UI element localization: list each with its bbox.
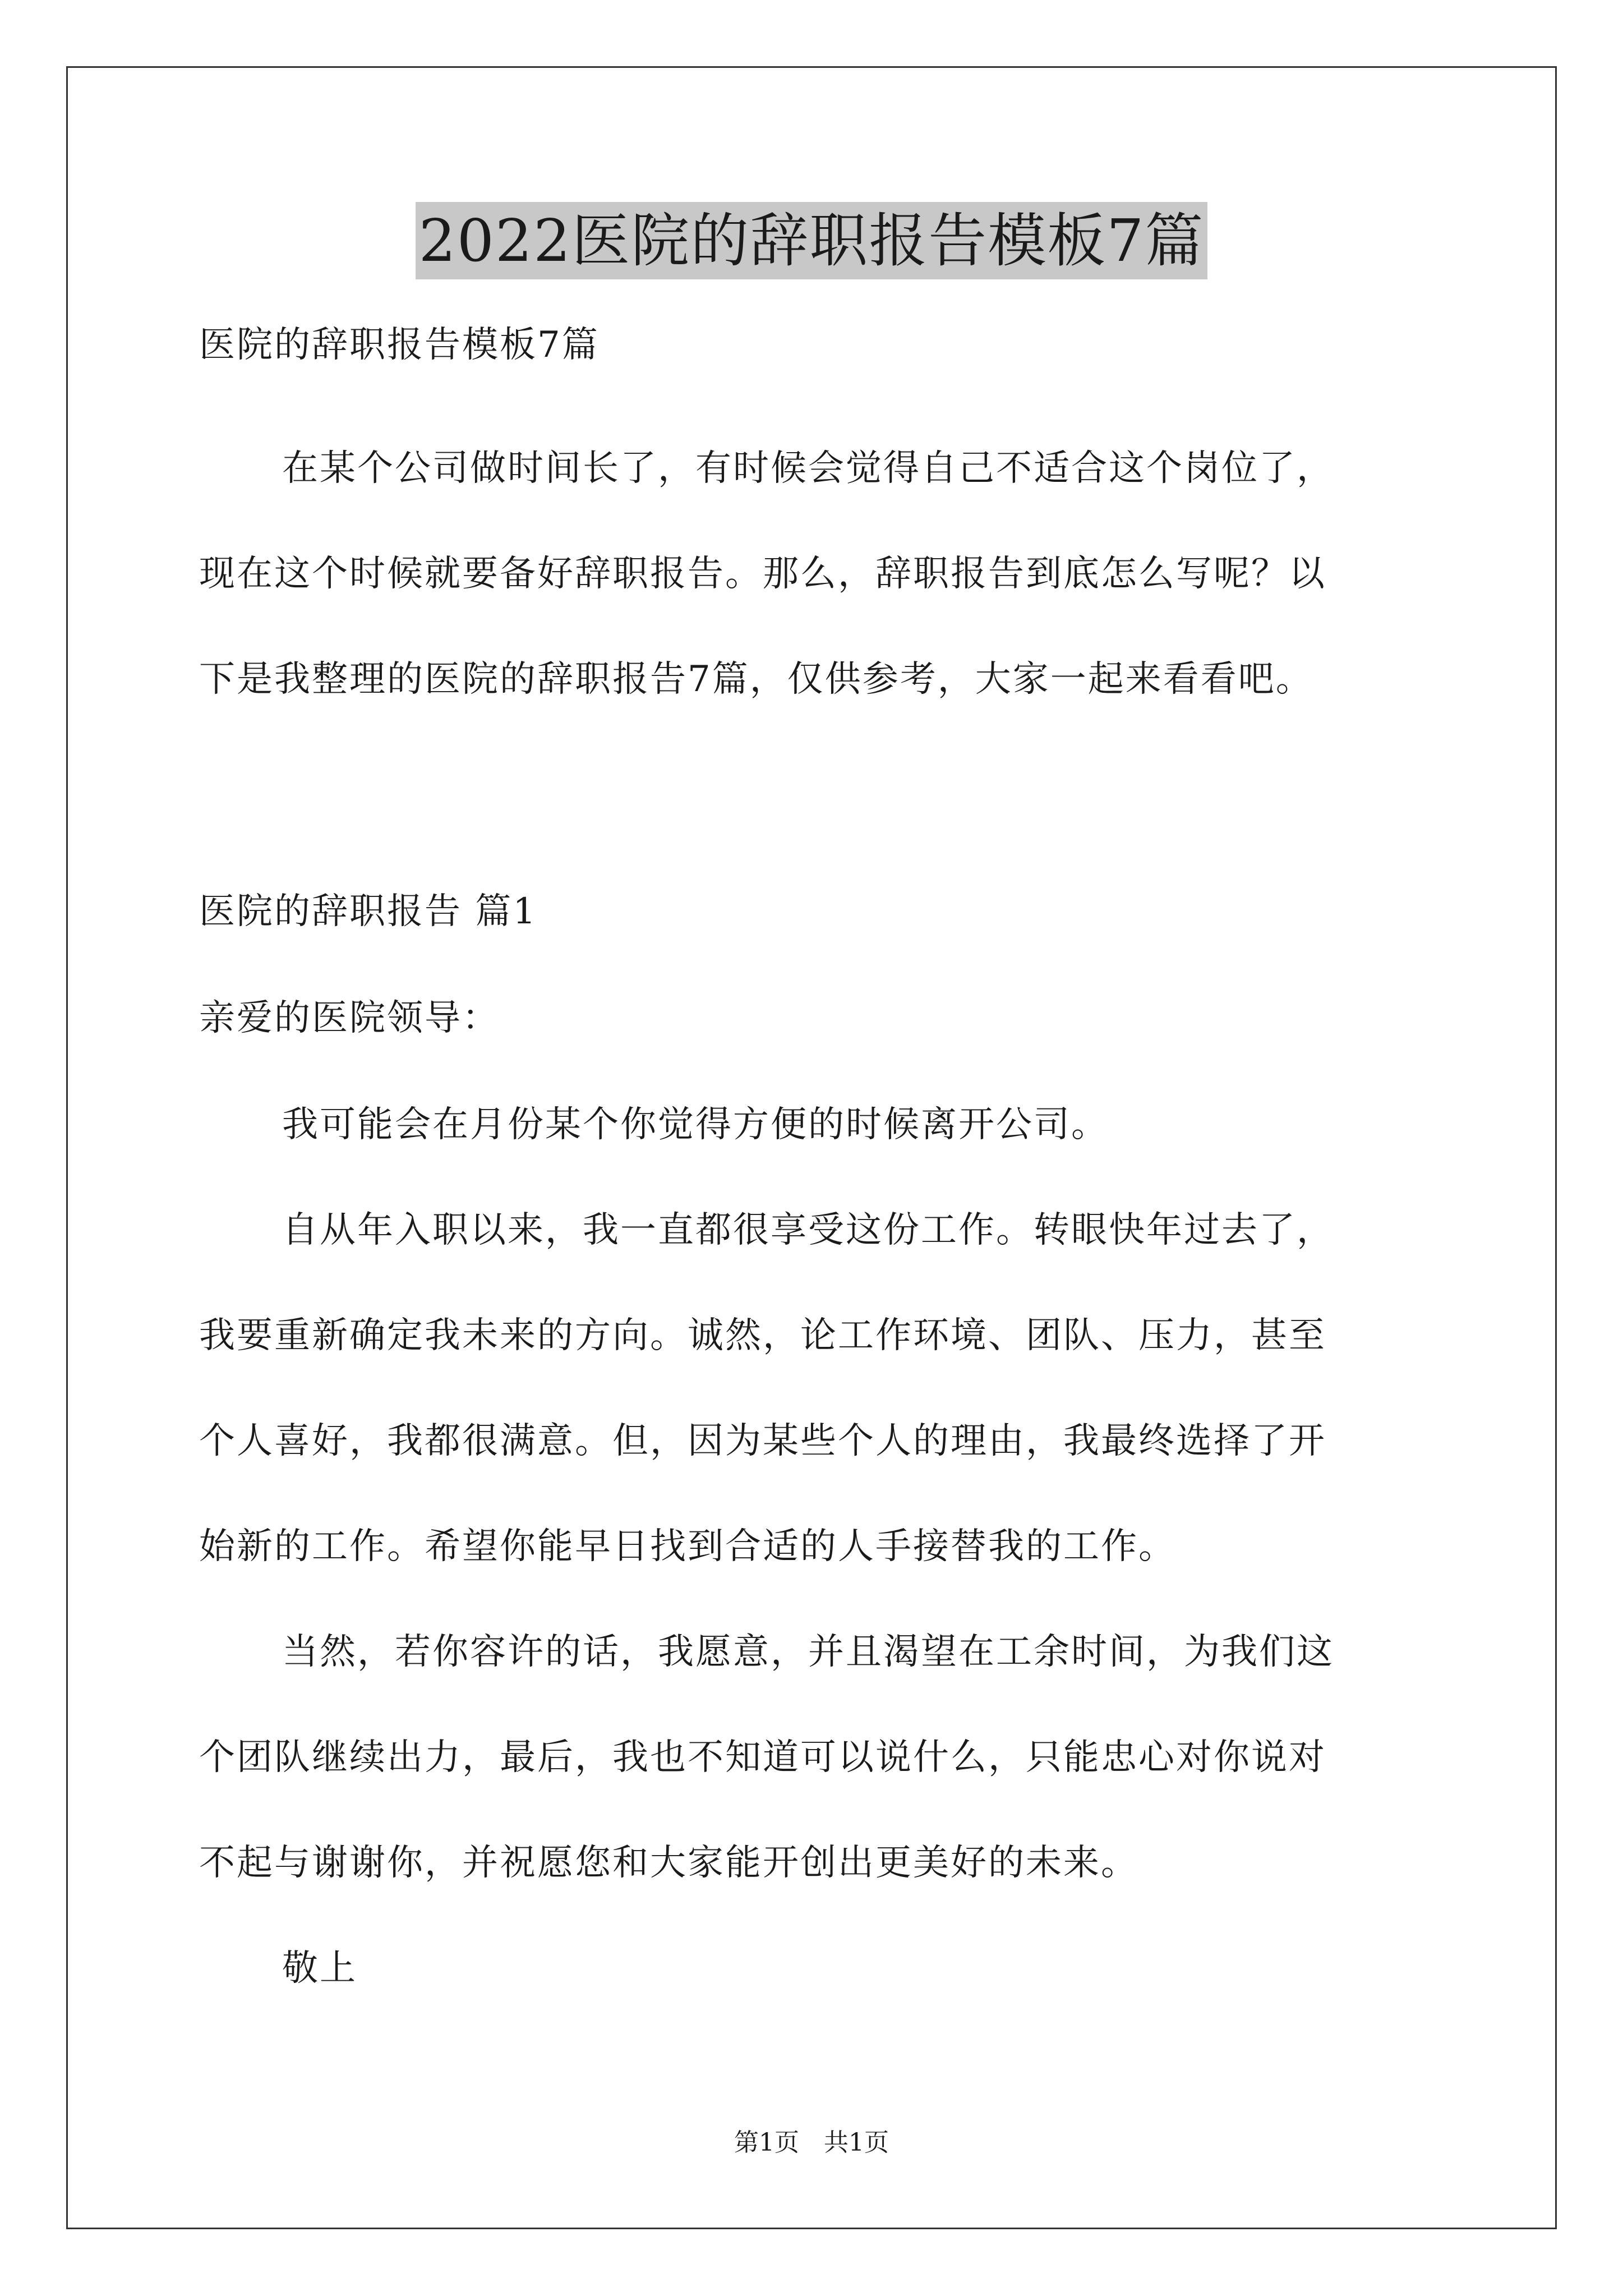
salutation: 亲爱的医院领导： — [199, 997, 500, 1039]
paragraph-3-line: 个团队继续出力，最后，我也不知道可以说什么，只能忠心对你说对 — [199, 1737, 1326, 1778]
paragraph-2-line: 个人喜好，我都很满意。但，因为某些个人的理由，我最终选择了开 — [199, 1420, 1326, 1462]
document-title: 2022医院的辞职报告模板7篇 — [416, 202, 1208, 279]
paragraph-1: 我可能会在月份某个你觉得方便的时候离开公司。 — [282, 1104, 1109, 1145]
paragraph-2-line: 自从年入职以来，我一直都很享受这份工作。转眼快年过去了， — [282, 1209, 1334, 1251]
intro-line: 下是我整理的医院的辞职报告7篇，仅供参考，大家一起来看看吧。 — [199, 659, 1313, 700]
intro-line: 在某个公司做时间长了，有时候会觉得自己不适合这个岗位了， — [282, 448, 1334, 489]
section-heading: 医院的辞职报告 篇1 — [199, 891, 538, 932]
paragraph-3-line: 不起与谢谢你，并祝愿您和大家能开创出更美好的未来。 — [199, 1842, 1138, 1884]
paragraph-2-line: 始新的工作。希望你能早日找到合适的人手接替我的工作。 — [199, 1526, 1176, 1567]
page-footer: 第1页 共1页 — [734, 2128, 889, 2157]
intro-line: 现在这个时候就要备好辞职报告。那么，辞职报告到底怎么写呢？以 — [199, 553, 1326, 595]
subtitle: 医院的辞职报告模板7篇 — [199, 324, 600, 366]
title-container — [0, 202, 1623, 279]
closing: 敬上 — [282, 1948, 357, 1989]
paragraph-2-line: 我要重新确定我未来的方向。诚然，论工作环境、团队、压力，甚至 — [199, 1315, 1326, 1356]
paragraph-3-line: 当然，若你容许的话，我愿意，并且渴望在工余时间，为我们这 — [282, 1631, 1334, 1673]
